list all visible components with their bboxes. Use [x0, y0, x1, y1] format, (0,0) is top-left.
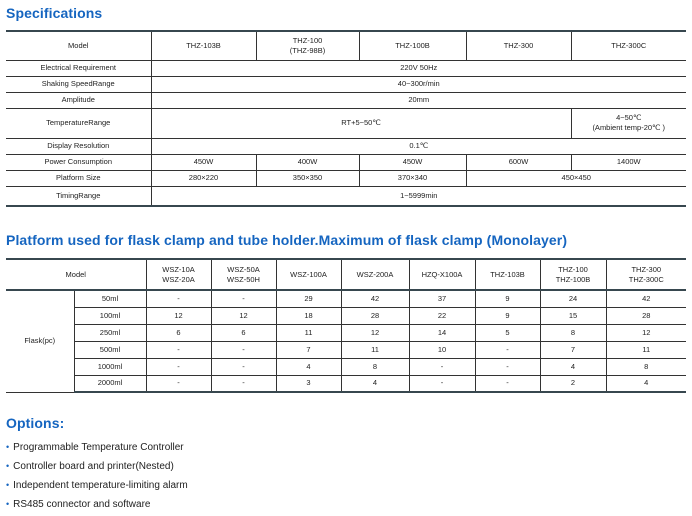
spec-row-timing — [6, 186, 686, 206]
flask-size: 250ml — [74, 324, 146, 341]
flask-cell: - — [475, 341, 540, 358]
flask-cell: - — [146, 290, 211, 307]
bullet-icon: • — [6, 499, 10, 509]
spec-header-thz-100b: THZ-100B — [359, 31, 466, 60]
options-heading: Options: — [6, 415, 65, 431]
flask-cell: 8 — [540, 324, 606, 341]
flask-cell: 10 — [409, 341, 475, 358]
spec-row-temperature — [6, 108, 686, 138]
flask-cell: 7 — [540, 341, 606, 358]
flask-cell: 6 — [146, 324, 211, 341]
flask-cell: 12 — [211, 307, 276, 324]
spec-value: 220V 50Hz — [151, 60, 686, 76]
spec-label: Electrical Requirement — [6, 60, 151, 76]
spec-value-thz-300c — [571, 108, 686, 138]
option-label: Programmable Temperature Controller — [13, 442, 184, 453]
flask-cell: 5 — [475, 324, 540, 341]
flask-cell: 8 — [606, 358, 686, 375]
specifications-heading: Specifications — [6, 5, 103, 21]
flask-cell: 4 — [341, 375, 409, 392]
flask-size: 500ml — [74, 341, 146, 358]
spec-row-platform — [6, 170, 686, 186]
flask-cell: - — [211, 290, 276, 307]
flask-cell: 8 — [341, 358, 409, 375]
spec-value: 450×450 — [466, 170, 686, 186]
table-row — [6, 375, 686, 392]
spec-value: 20mm — [151, 92, 686, 108]
flask-cell: 12 — [606, 324, 686, 341]
flask-cell: - — [146, 375, 211, 392]
flask-cell: - — [146, 358, 211, 375]
flask-cell: 9 — [475, 290, 540, 307]
list-item — [6, 440, 188, 459]
spec-row-resolution — [6, 138, 686, 154]
bullet-icon: • — [6, 461, 10, 471]
flask-cell: 18 — [276, 307, 341, 324]
spec-header-thz-100-line2: (THZ-98B) — [289, 45, 326, 55]
spec-value: 1~5999min — [151, 186, 686, 206]
flask-cell: - — [211, 358, 276, 375]
list-item — [6, 459, 188, 478]
spec-header-thz-103b: THZ-103B — [151, 31, 256, 60]
spec-value: 450W — [151, 154, 256, 170]
option-label: Independent temperature-limiting alarm — [13, 480, 188, 491]
flask-row-label: Flask(pc) — [6, 290, 74, 392]
option-label: RS485 connector and software — [13, 499, 151, 510]
flask-header-col — [146, 259, 211, 290]
spec-value: 280×220 — [151, 170, 256, 186]
spec-value: 600W — [466, 154, 571, 170]
table-row — [6, 358, 686, 375]
flask-header-col: WSZ-100A — [276, 259, 341, 290]
flask-cell: 42 — [341, 290, 409, 307]
flask-cell: - — [475, 375, 540, 392]
spec-value: RT+5~50℃ — [151, 108, 571, 138]
spec-label: Amplitude — [6, 92, 151, 108]
flask-cell: 11 — [341, 341, 409, 358]
specifications-table — [6, 30, 686, 207]
flask-cell: 3 — [276, 375, 341, 392]
list-item — [6, 497, 188, 516]
flask-cell: 37 — [409, 290, 475, 307]
spec-header-model: Model — [6, 31, 151, 60]
flask-cell: 29 — [276, 290, 341, 307]
spec-value: 400W — [256, 154, 359, 170]
bullet-icon: • — [6, 442, 10, 452]
flask-cell: 4 — [606, 375, 686, 392]
flask-cell: - — [409, 358, 475, 375]
flask-size: 2000ml — [74, 375, 146, 392]
flask-cell: 12 — [341, 324, 409, 341]
spec-value: 40~300r/min — [151, 76, 686, 92]
spec-value: 370×340 — [359, 170, 466, 186]
flask-cell: 7 — [276, 341, 341, 358]
spec-value: 450W — [359, 154, 466, 170]
flask-header-col — [606, 259, 686, 290]
flask-cell: 28 — [341, 307, 409, 324]
table-row — [6, 324, 686, 341]
spec-temp-alt-line2: (Ambient temp-20℃ ) — [592, 123, 666, 132]
flask-cell: 4 — [276, 358, 341, 375]
bullet-icon: • — [6, 480, 10, 490]
flask-cell: 12 — [146, 307, 211, 324]
flask-cell: 9 — [475, 307, 540, 324]
spec-value: 350×350 — [256, 170, 359, 186]
flask-cell: 2 — [540, 375, 606, 392]
flask-header-line: THZ-100 — [558, 264, 588, 274]
flask-header-line: WSZ-10A — [162, 264, 195, 274]
flask-header-line: WSZ-20A — [162, 274, 195, 284]
flask-header-model: Model — [6, 259, 146, 290]
flask-cell: - — [211, 341, 276, 358]
flask-header-line: THZ-100B — [555, 274, 591, 284]
table-row — [6, 341, 686, 358]
flask-cell: - — [146, 341, 211, 358]
flask-size: 1000ml — [74, 358, 146, 375]
spec-label: TemperatureRange — [6, 108, 151, 138]
flask-cell: 11 — [276, 324, 341, 341]
spec-header-thz-300c: THZ-300C — [571, 31, 686, 60]
flask-header-line: WSZ-50A — [227, 264, 260, 274]
flask-cell: 4 — [540, 358, 606, 375]
spec-row-shaking — [6, 76, 686, 92]
spec-label: Shaking SpeedRange — [6, 76, 151, 92]
flask-cell: 14 — [409, 324, 475, 341]
option-label: Controller board and printer(Nested) — [13, 461, 174, 472]
flask-cell: - — [211, 375, 276, 392]
flask-cell: - — [409, 375, 475, 392]
options-list — [6, 440, 188, 516]
spec-temp-alt-line1: 4~50℃ — [616, 113, 642, 122]
table-row — [6, 307, 686, 324]
list-item — [6, 478, 188, 497]
spec-header-thz-100-line1: THZ-100 — [292, 35, 323, 45]
flask-table-body — [6, 290, 686, 392]
flask-cell: 22 — [409, 307, 475, 324]
flask-cell: 11 — [606, 341, 686, 358]
flask-cell: 24 — [540, 290, 606, 307]
flask-clamp-heading: Platform used for flask clamp and tube holder.Maximum of flask clamp (Monolayer) — [6, 232, 568, 248]
flask-header-col — [540, 259, 606, 290]
flask-cell: 42 — [606, 290, 686, 307]
flask-header-line: WSZ-50H — [227, 274, 260, 284]
table-row — [6, 290, 686, 307]
spec-label: TimingRange — [6, 186, 151, 206]
flask-header-row — [6, 259, 686, 290]
spec-value: 0.1℃ — [151, 138, 686, 154]
spec-row-amplitude — [6, 92, 686, 108]
flask-size: 100ml — [74, 307, 146, 324]
flask-cell: 28 — [606, 307, 686, 324]
spec-row-electrical — [6, 60, 686, 76]
flask-header-line: THZ-300 — [631, 264, 662, 274]
flask-header-col — [211, 259, 276, 290]
spec-label: Display Resolution — [6, 138, 151, 154]
flask-header-line: THZ-300C — [628, 274, 664, 284]
spec-value: 1400W — [571, 154, 686, 170]
spec-header-row — [6, 31, 686, 60]
flask-header-col: THZ-103B — [475, 259, 540, 290]
spec-row-power — [6, 154, 686, 170]
flask-cell: 15 — [540, 307, 606, 324]
spec-header-thz-300: THZ-300 — [466, 31, 571, 60]
flask-cell: - — [475, 358, 540, 375]
flask-header-col: HZQ-X100A — [409, 259, 475, 290]
flask-clamp-table — [6, 258, 686, 393]
spec-label: Platform Size — [6, 170, 151, 186]
spec-label: Power Consumption — [6, 154, 151, 170]
flask-header-col: WSZ-200A — [341, 259, 409, 290]
flask-cell: 6 — [211, 324, 276, 341]
spec-header-thz-100 — [256, 31, 359, 60]
flask-size: 50ml — [74, 290, 146, 307]
